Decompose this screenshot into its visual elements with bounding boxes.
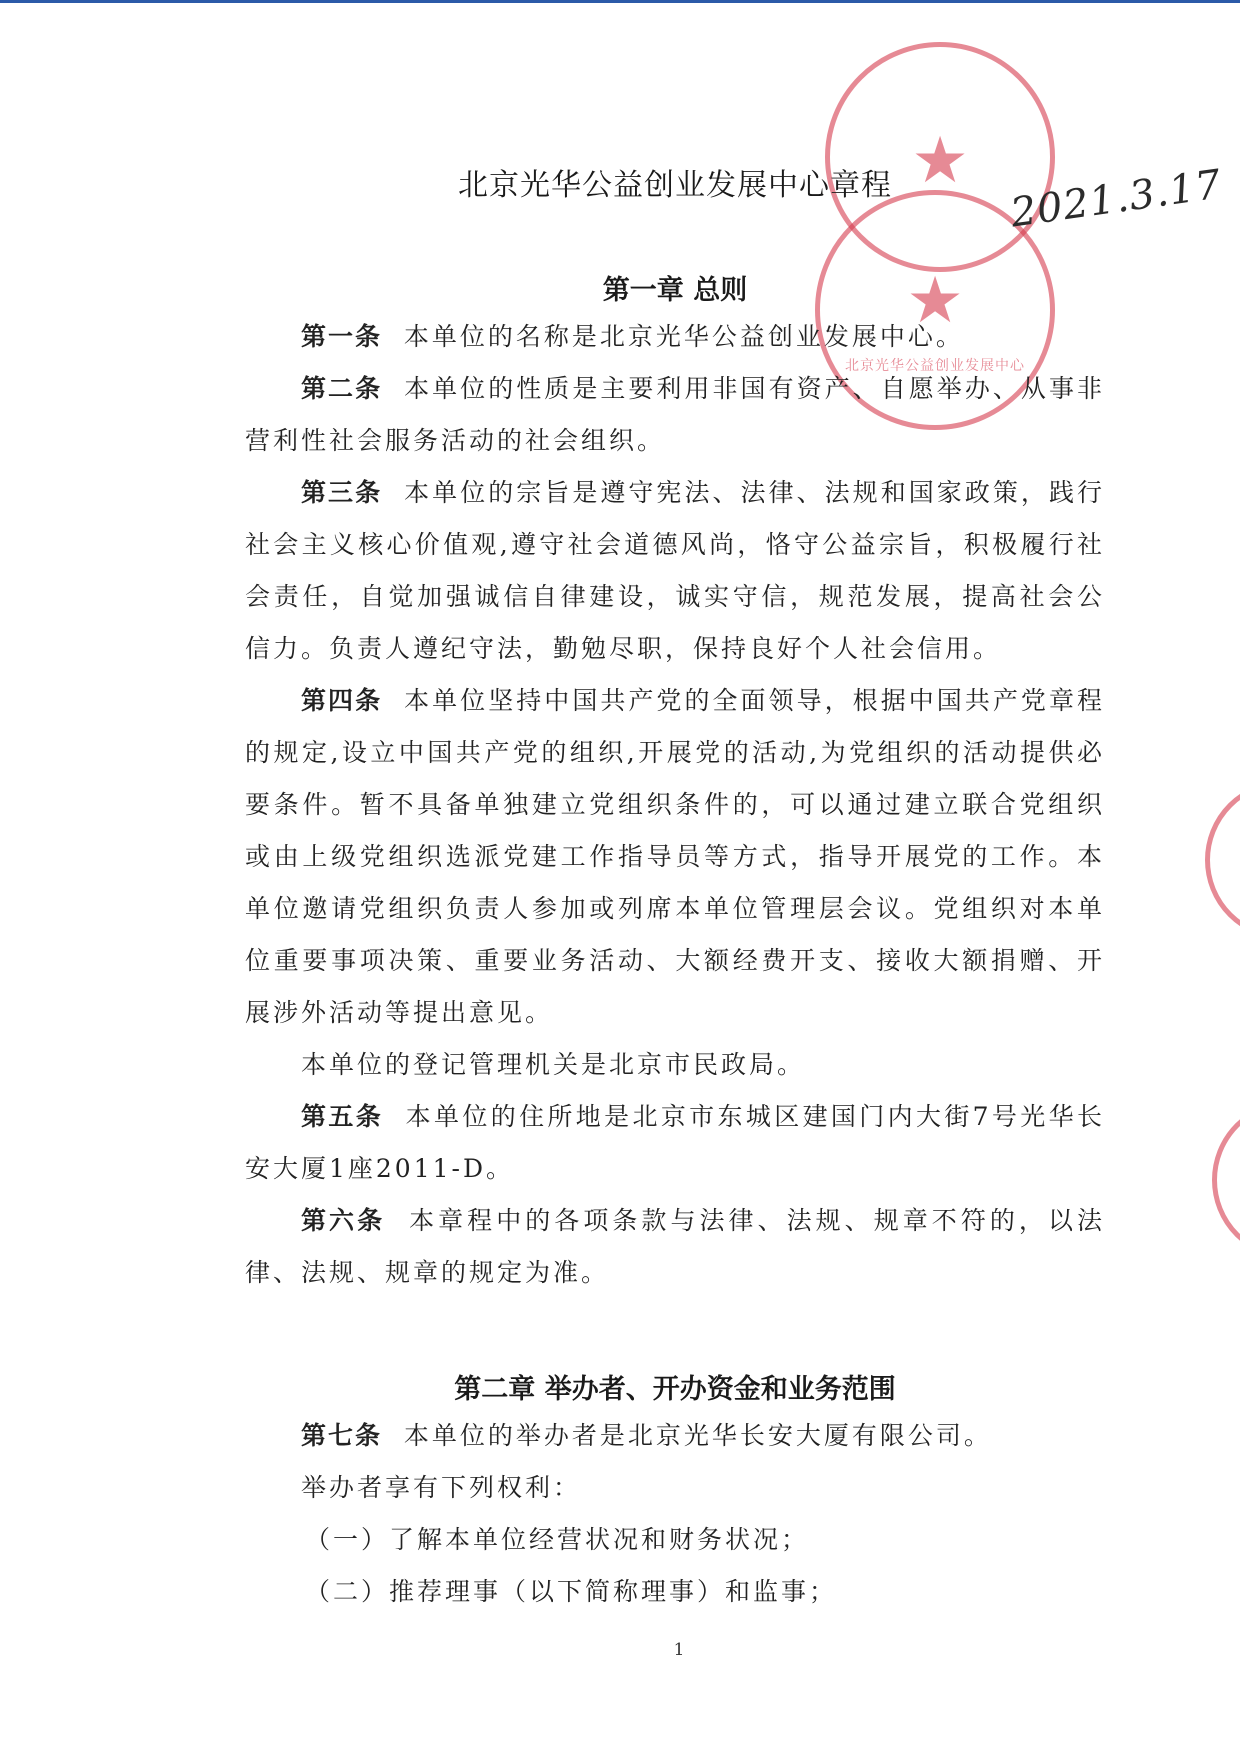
article-paragraph xyxy=(245,675,1105,1039)
article-label: 第一条 xyxy=(301,322,383,351)
article-text: 本单位的宗旨是遵守宪法、法律、法规和国家政策，践行社会主义核心价值观,遵守社会道德风尚，恪守公益宗旨，积极履行社会责任，自觉加强诚信自律建设，诚实守信，规范发展，提高社会公信力。负责人遵纪守法，勤勉尽职，保持良好个人社会信用。 xyxy=(245,478,1105,663)
handwritten-date: 2021.3.17 xyxy=(1007,161,1225,237)
chapter-2-body xyxy=(245,1410,1105,1618)
article-paragraph xyxy=(245,1195,1105,1299)
article-text: 本单位的名称是北京光华公益创业发展中心。 xyxy=(403,322,964,351)
article-label: 第五条 xyxy=(301,1102,384,1131)
article-text: 本单位的登记管理机关是北京市民政局。 xyxy=(301,1050,806,1079)
chapter-heading: 第二章 举办者、开办资金和业务范围 xyxy=(454,1374,896,1405)
seal-text: 北京光华公益创业发展中心 xyxy=(845,358,1025,374)
article-label: 第二条 xyxy=(301,374,383,403)
list-item-text: （二）推荐理事（以下简称理事）和监事； xyxy=(305,1577,838,1606)
article-text: 举办者享有下列权利： xyxy=(301,1473,582,1502)
page-number: 1 xyxy=(673,1640,685,1660)
list-item xyxy=(245,1566,1105,1618)
article-label: 第四条 xyxy=(301,686,383,715)
article-text: 本单位的性质是主要利用非国有资产、自愿举办、从事非营利性社会服务活动的社会组织。 xyxy=(245,374,1105,455)
article-text: 本单位坚持中国共产党的全面领导，根据中国共产党章程的规定,设立中国共产党的组织,开展党的活动,为党组织的活动提供必要条件。暂不具备单独建立党组织条件的，可以通过建立联合党组织或由上级党组织选派党建工作指导员等方式，指导开展党的工作。本单位邀请党组织负责人参加或列席本单位管理层会议。党组织对本单位重要事项决策、重要业务活动、大额经费开支、接收大额捐赠、开展涉外活动等提出意见。 xyxy=(245,686,1105,1027)
chapter-1-body xyxy=(245,311,1105,1299)
star-icon: ★ xyxy=(906,264,964,338)
star-icon: ★ xyxy=(911,124,969,198)
seal-stamp-edge-1 xyxy=(1205,780,1240,940)
article-paragraph xyxy=(245,1410,1105,1462)
article-paragraph xyxy=(245,363,1105,467)
article-label: 第七条 xyxy=(301,1421,383,1450)
article-text: 本单位的住所地是北京市东城区建国门内大街7号光华长安大厦1座2011-D。 xyxy=(245,1102,1105,1183)
article-paragraph xyxy=(245,467,1105,675)
list-item xyxy=(245,1514,1105,1566)
article-label: 第三条 xyxy=(301,478,383,507)
article-paragraph xyxy=(245,1039,1105,1091)
article-label: 第六条 xyxy=(301,1206,386,1235)
article-paragraph xyxy=(245,311,1105,363)
scan-top-edge xyxy=(0,0,1240,3)
article-paragraph xyxy=(245,1091,1105,1195)
article-paragraph xyxy=(245,1462,1105,1514)
chapter-heading: 第一章 总则 xyxy=(602,275,748,306)
article-text: 本单位的举办者是北京光华长安大厦有限公司。 xyxy=(403,1421,992,1450)
document-title: 北京光华公益创业发展中心章程 xyxy=(458,168,892,203)
article-text: 本章程中的各项条款与法律、法规、规章不符的，以法律、法规、规章的规定为准。 xyxy=(245,1206,1105,1287)
list-item-text: （一）了解本单位经营状况和财务状况； xyxy=(305,1525,810,1554)
seal-stamp-edge-2 xyxy=(1212,1100,1240,1260)
